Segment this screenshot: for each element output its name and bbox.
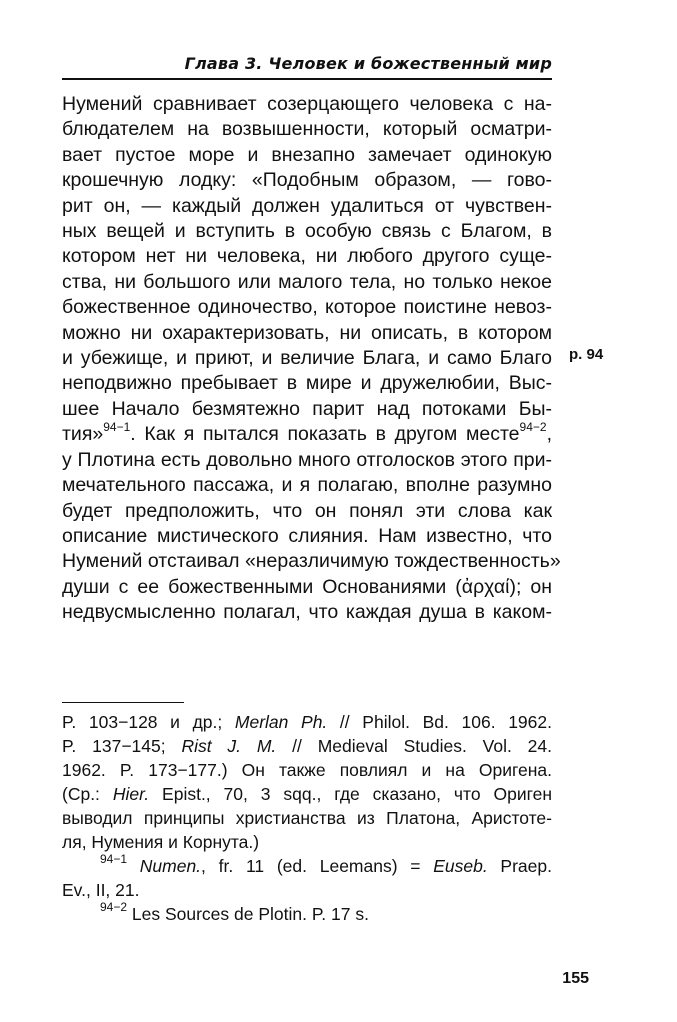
footnote-text: Praep.: [487, 856, 552, 876]
text-line: крошечную лодку: «Подобным образом, — гово-: [62, 169, 552, 192]
text-line: Нумений отстаивал «неразличимую тождественность»: [62, 550, 561, 573]
footnote-marker: 94−2: [100, 900, 128, 915]
footnote-94-2: [62, 902, 552, 926]
text-line: вает пустое море и внезапно замечает одинокую: [62, 143, 552, 166]
text-line: рит он, — каждый должен удалиться от чувствен-: [62, 194, 552, 217]
text-line: Нумений сравнивает созерцающего человека с на-: [62, 93, 552, 115]
footnote-line: ля, Нумения и Корнута.): [62, 832, 260, 852]
text-fragment: тия»: [62, 423, 104, 446]
footnote-ref-94-1[interactable]: 94−1: [103, 419, 131, 434]
footnote-line: Ev., II, 21.: [62, 880, 140, 900]
footnote-text: Les Sources de Plotin. P. 17 s.: [127, 904, 369, 924]
text-fragment: . Как я пытался показать в другом месте: [130, 423, 520, 446]
footnote-text: // Medieval Studies. Vol. 24.: [276, 736, 553, 756]
text-line: недвусмысленно полагал, что каждая душа в каком-: [62, 601, 552, 624]
text-fragment: ,: [546, 423, 552, 446]
footnote-text: Epist., 70, 3 sqq., где сказано, что Ориген: [149, 784, 552, 804]
text-line: божественное одиночество, которое поистине невоз-: [62, 296, 552, 319]
footnote-line: [62, 782, 552, 806]
text-line: шее Начало безмятежно парит над потоками Бы-: [62, 397, 552, 420]
author-name: Euseb.: [433, 856, 488, 876]
footnote-text: // Philol. Bd. 106. 1962.: [327, 712, 552, 732]
page-number: 155: [562, 970, 589, 987]
footnote-text: , fr. 11 (ed. Leemans) =: [201, 856, 434, 876]
footnote-text: P. 103−128 и др.;: [62, 712, 235, 732]
text-line: неподвижно пребывает в мире и дружелюбии, Выс-: [62, 372, 552, 395]
author-name: Rist J. M.: [181, 736, 277, 756]
author-name: Numen.: [127, 856, 202, 876]
margin-page-reference: p. 94: [569, 346, 604, 363]
text-line: ства, ни большого или малого тела, но только некое: [62, 270, 552, 293]
text-line: блюдателем на возвышенности, который осматри-: [62, 118, 552, 141]
footnote-94-1: [62, 854, 552, 878]
footnote-text: P. 137−145;: [62, 736, 182, 756]
text-line: ных вещей и вступить в особую связь с Благом, в: [62, 220, 552, 243]
text-line: мечательного пассажа, и я полагаю, вполне разумно: [62, 474, 552, 497]
text-line: будет предположить, что он понял эти слова как: [62, 499, 552, 522]
text-line: можно ни охарактеризовать, ни описать, в котором: [62, 321, 552, 344]
footnote-line: 1962. P. 173−177.) Он также повлиял и на Оригена.: [62, 760, 552, 780]
main-text: [62, 92, 561, 626]
text-line: у Плотина есть довольно много отголосков этого при-: [62, 448, 552, 471]
author-name: Merlan Ph.: [234, 712, 328, 732]
text-line: и убежище, и приют, и величие Блага, и само Благо: [62, 347, 552, 370]
text-line-with-footnote-refs: [62, 419, 552, 447]
footnote-line: выводил принципы христианства из Платона, Аристоте-: [62, 808, 552, 828]
footnote-line: [62, 734, 552, 758]
text-line: души с ее божественными Основаниями (ἀρχαί); он: [62, 575, 552, 598]
text-line: котором нет ни человека, ни любого другого суще-: [62, 245, 552, 268]
text-line: описание мистического слияния. Нам известно, что: [62, 524, 552, 547]
author-name: Hier.: [112, 784, 150, 804]
footnotes: [62, 710, 552, 926]
footnote-line: [62, 710, 552, 734]
running-title: Глава 3. Человек и божественный мир: [184, 54, 552, 73]
running-header: [62, 48, 552, 80]
footnote-ref-94-2[interactable]: 94−2: [519, 419, 547, 434]
footnote-marker: 94−1: [100, 852, 128, 867]
footnote-text: (Ср.:: [62, 784, 113, 804]
footnote-divider: [62, 702, 184, 703]
